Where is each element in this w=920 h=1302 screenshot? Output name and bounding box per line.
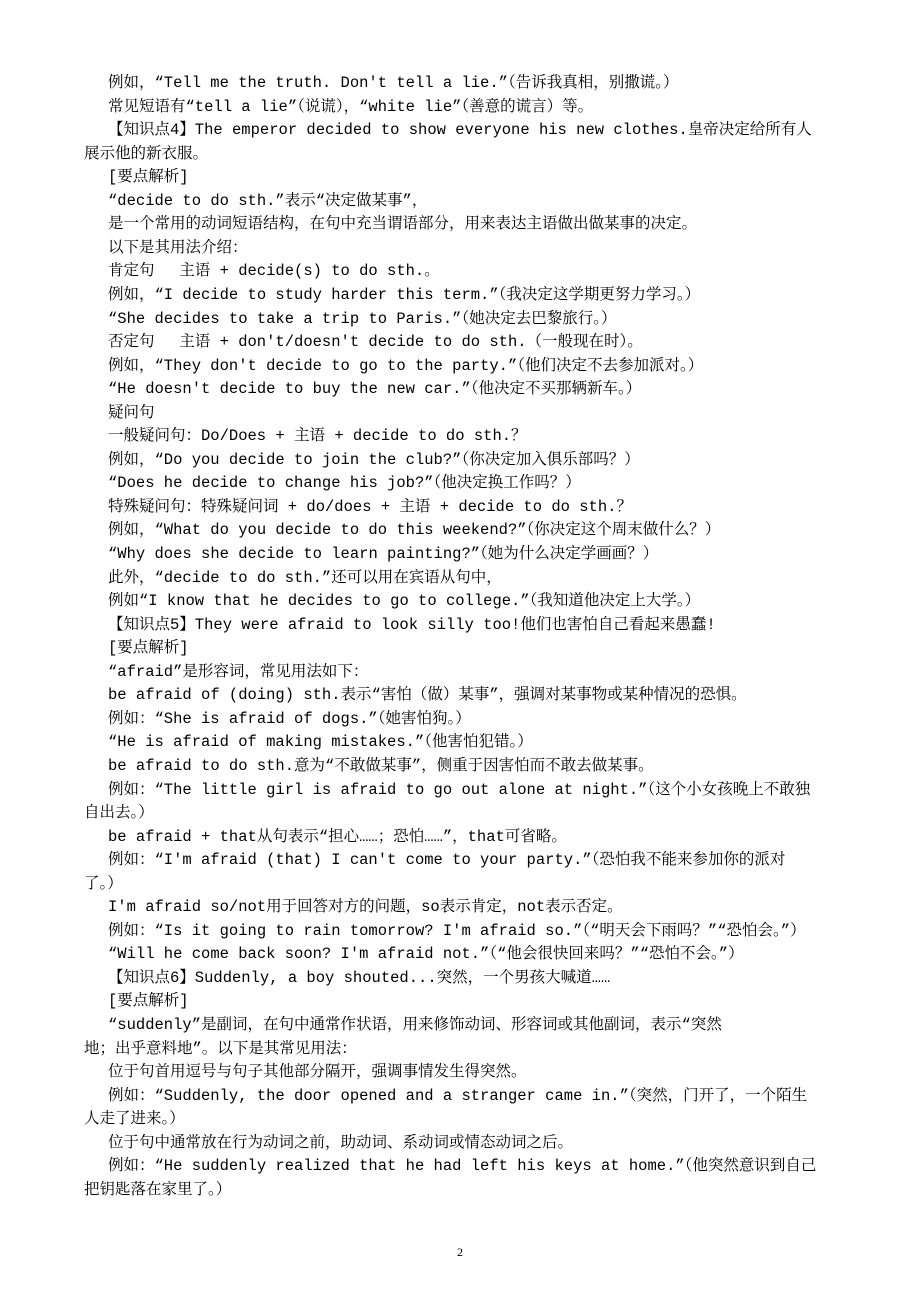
text-line: be afraid + that从句表示“担心……；恐怕……”，that可省略。 — [108, 827, 567, 846]
text-line: 了。） — [84, 874, 123, 893]
text-line: 例如：“She is afraid of dogs.”（她害怕狗。） — [108, 709, 471, 728]
text-line: 把钥匙落在家里了。） — [84, 1180, 232, 1199]
text-line: 特殊疑问句：特殊疑问词 + do/does + 主语 + decide to do sth.？ — [108, 497, 632, 516]
text-line: 人走了进来。） — [84, 1110, 185, 1129]
text-line: “afraid”是形容词，常见用法如下： — [108, 662, 369, 681]
text-line: 是一个常用的动词短语结构，在句中充当谓语部分，用来表达主语做出做某事的决定。 — [108, 215, 698, 234]
text-line: 肯定句 主语 + decide(s) to do sth.。 — [108, 262, 440, 281]
text-line: 展示他的新衣服。 — [84, 144, 209, 163]
text-line: 地；出乎意料地”。以下是其常见用法： — [84, 1039, 357, 1058]
text-line: be afraid of (doing) sth.表示“害怕（做）某事”，强调对某事物或某种情况的恐惧。 — [108, 686, 747, 705]
text-line: 例如，“They don't decide to go to the party.”（他们决定不去参加派对。） — [108, 356, 704, 375]
text-line: 【知识点4】The emperor decided to show everyone his new clothes.皇帝决定给所有人 — [108, 121, 812, 140]
text-line: 例如：“Suddenly, the door opened and a stranger came in.”（突然，门开了，一个陌生 — [108, 1086, 808, 1105]
text-line: 以下是其用法介绍： — [108, 238, 248, 257]
text-line: 【知识点6】Suddenly, a boy shouted...突然，一个男孩大喊道…… — [108, 968, 611, 987]
text-line: 例如：“I'm afraid (that) I can't come to your party.”（恐怕我不能来参加你的派对 — [108, 851, 786, 870]
text-line: [要点解析] — [108, 639, 189, 658]
text-line: 例如，“I decide to study harder this term.”（我决定这学期更努力学习。） — [108, 285, 701, 304]
text-line: 例如：“The little girl is afraid to go out alone at night.”（这个小女孩晚上不敢独 — [108, 780, 811, 799]
text-line: “He is afraid of making mistakes.”（他害怕犯错。） — [108, 733, 533, 752]
text-line: 疑问句 — [108, 403, 155, 422]
text-line: 自出去。） — [84, 804, 154, 823]
text-line: 【知识点5】They were afraid to look silly too!他们也害怕自己看起来愚蠢! — [108, 615, 716, 634]
text-line: 例如：“He suddenly realized that he had left his keys at home.”（他突然意识到自己 — [108, 1157, 817, 1176]
text-line: 一般疑问句：Do/Does + 主语 + decide to do sth.？ — [108, 427, 527, 446]
text-line: 此外，“decide to do sth.”还可以用在宾语从句中， — [108, 568, 502, 587]
text-line: “He doesn't decide to buy the new car.”（他决定不买那辆新车。） — [108, 380, 642, 399]
text-line: “Will he come back soon? I'm afraid not.”（“他会很快回来吗？”“恐怕不会。”） — [108, 945, 744, 964]
text-line: “Does he decide to change his job?”（他决定换工作吗？） — [108, 474, 581, 493]
text-line: [要点解析] — [108, 992, 189, 1011]
text-line: be afraid to do sth.意为“不敢做某事”，侧重于因害怕而不敢去做某事。 — [108, 756, 654, 775]
text-line: “decide to do sth.”表示“决定做某事”， — [108, 191, 428, 210]
text-line: 例如，“Do you decide to join the club?”（你决定加入俱乐部吗？） — [108, 450, 640, 469]
text-line: I'm afraid so/not用于回答对方的问题，so表示肯定，not表示否定。 — [108, 898, 623, 917]
text-line: 位于句首用逗号与句子其他部分隔开，强调事情发生得突然。 — [108, 1063, 527, 1082]
text-line: 常见短语有“tell a lie”（说谎），“white lie”（善意的谎言）等。 — [108, 97, 594, 116]
text-line: 位于句中通常放在行为动词之前，助动词、系动词或情态动词之后。 — [108, 1133, 574, 1152]
text-line: “suddenly”是副词，在句中通常作状语，用来修饰动词、形容词或其他副词，表示“突然 — [108, 1016, 722, 1034]
text-line: “Why does she decide to learn painting?”（她为什么决定学画画？） — [108, 545, 659, 563]
text-line: 否定句 主语 + don't/doesn't decide to do sth.（一般现在时）。 — [108, 333, 643, 352]
page-number: 2 — [457, 1245, 463, 1259]
text-line: 例如，“Tell me the truth. Don't tell a lie.”（告诉我真相，别撒谎。） — [108, 74, 679, 92]
text-line: “She decides to take a trip to Paris.”（她决定去巴黎旅行。） — [108, 309, 617, 328]
text-line: [要点解析] — [108, 168, 189, 187]
text-line: 例如：“Is it going to rain tomorrow? I'm afraid so.”（“明天会下雨吗？”“恐怕会。”） — [108, 921, 806, 940]
text-line: 例如“I know that he decides to go to college.”（我知道他决定上大学。） — [108, 592, 701, 611]
text-line: 例如，“What do you decide to do this weekend?”（你决定这个周末做什么？） — [108, 521, 721, 540]
